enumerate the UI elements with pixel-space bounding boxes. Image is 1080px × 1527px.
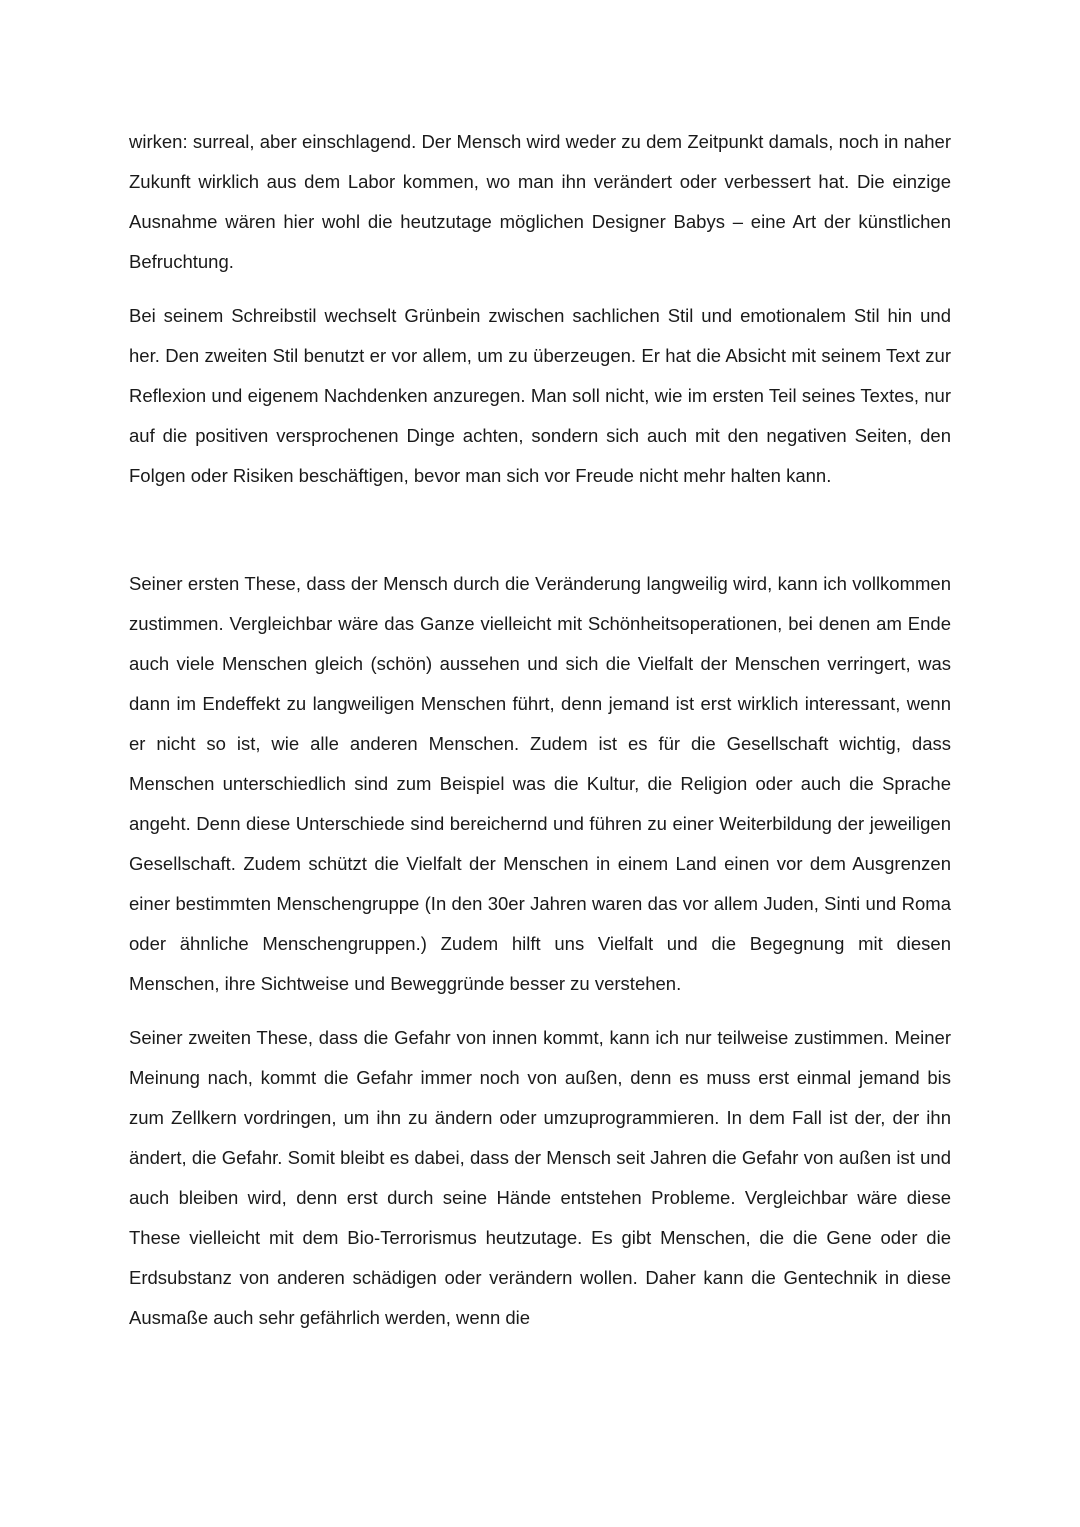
paragraph-first-thesis: Seiner ersten These, dass der Mensch durch die Veränderung langweilig wird, kann ich vollkommen zustimmen. Vergleichbar wäre das Ganze vielleicht mit Schönheitsoperationen, bei denen am Ende auch viele Menschen gleich (schön) aussehen und sich die Vielfalt der Menschen verringert, was dann im Endeffekt zu langweiligen Menschen führt, denn jemand ist erst wirklich interessant, wenn er nicht so ist, wie alle anderen Menschen. Zudem ist es für die Gesellschaft wichtig, dass Menschen unterschiedlich sind zum Beispiel was die Kultur, die Religion oder auch die Sprache angeht. Denn diese Unterschiede sind bereichernd und führen zu einer Weiterbildung der jeweiligen Gesellschaft. Zudem schützt die Vielfalt der Menschen in einem Land einen vor dem Ausgrenzen einer bestimmten Menschengruppe (In den 30er Jahren waren das vor allem Juden, Sinti und Roma oder ähnliche Menschengruppen.) Zudem hilft uns Vielfalt und die Begegnung mit diesen Menschen, ihre Sichtweise und Beweggründe besser zu verstehen. — [129, 573, 951, 994]
paragraph-second-thesis: Seiner zweiten These, dass die Gefahr von innen kommt, kann ich nur teilweise zustimmen. Meiner Meinung nach, kommt die Gefahr immer noch von außen, denn es muss erst einmal jemand bis zum Zellkern vordringen, um ihn zu ändern oder umzuprogrammieren. In dem Fall ist der, der ihn ändert, die Gefahr. Somit bleibt es dabei, dass der Mensch seit Jahren die Gefahr von außen ist und auch bleiben wird, denn erst durch seine Hände entstehen Probleme. Vergleichbar wäre diese These vielleicht mit dem Bio-Terrorismus heutzutage. Es gibt Menschen, die die Gene oder die Erdsubstanz von anderen schädigen oder verändern wollen. Daher kann die Gentechnik in diese Ausmaße auch sehr gefährlich werden, wenn die — [129, 1027, 951, 1328]
document-page — [129, 122, 951, 1338]
paragraph-spacer — [129, 1004, 951, 1018]
paragraph-intro-continuation: wirken: surreal, aber einschlagend. Der Mensch wird weder zu dem Zeitpunkt damals, noch in naher Zukunft wirklich aus dem Labor kommen, wo man ihn verändert oder verbessert hat. Die einzige Ausnahme wären hier wohl die heutzutage möglichen Designer Babys – eine Art der künstlichen Befruchtung. — [129, 131, 951, 272]
section-spacer — [129, 496, 951, 564]
paragraph-writing-style: Bei seinem Schreibstil wechselt Grünbein zwischen sachlichen Stil und emotionalem Stil hin und her. Den zweiten Stil benutzt er vor allem, um zu überzeugen. Er hat die Absicht mit seinem Text zur Reflexion und eigenem Nachdenken anzuregen. Man soll nicht, wie im ersten Teil seines Textes, nur auf die positiven versprochenen Dinge achten, sondern sich auch mit den negativen Seiten, den Folgen oder Risiken beschäftigen, bevor man sich vor Freude nicht mehr halten kann. — [129, 305, 951, 486]
paragraph-spacer — [129, 282, 951, 296]
